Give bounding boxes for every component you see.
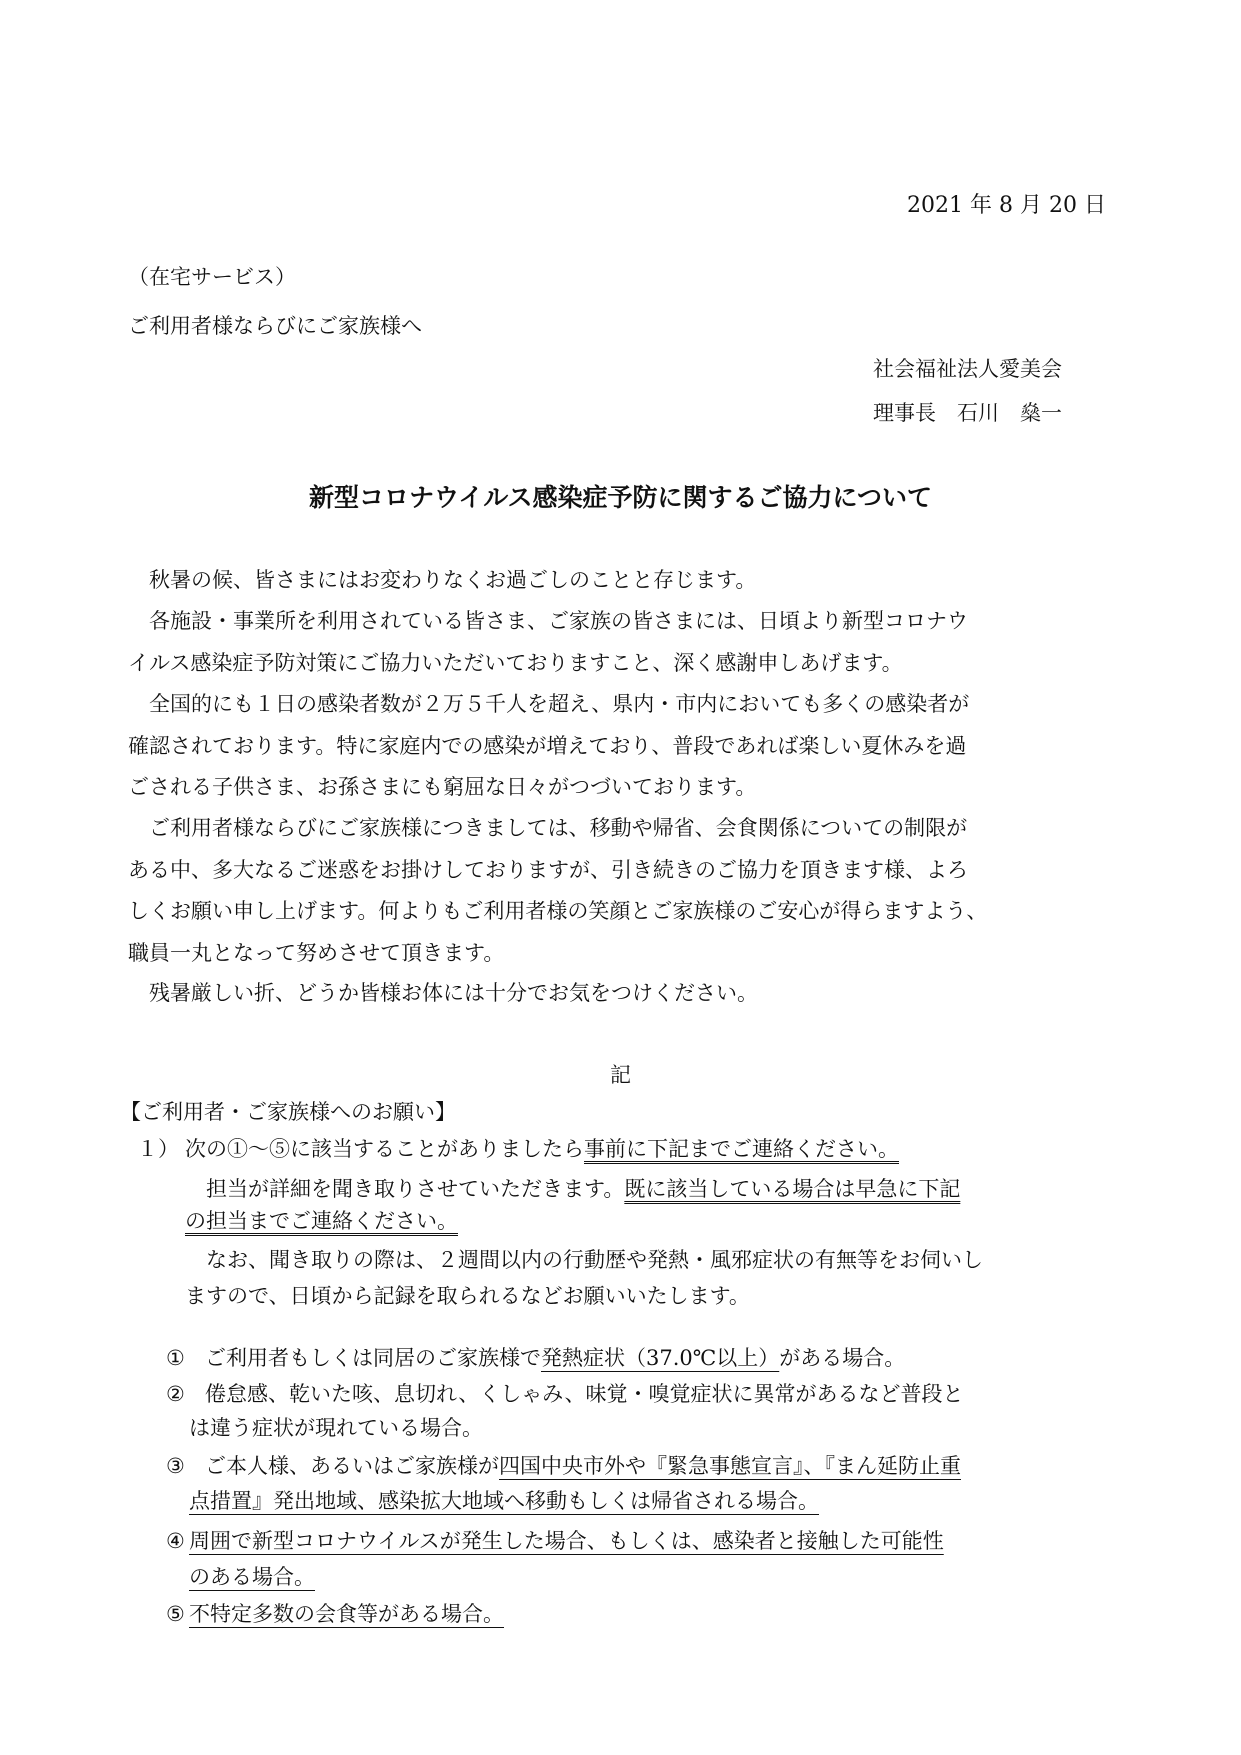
request-1-text-a: 次の①～⑤に該当することがありましたら [185,1137,584,1161]
item-4-emphasis: 周囲で新型コロナウイルスが発生した場合、もしくは、感染者と接触した可能性 [189,1529,944,1553]
item-marker: ④ [166,1529,185,1553]
item-5 [189,1601,504,1627]
paragraph-line: イルス感染症予防対策にご協力いただいておりますこと、深く感謝申しあげます。 [128,650,903,675]
paragraph-line: 各施設・事業所を利用されている皆さま、ご家族の皆さまには、日頃より新型コロナウ [149,609,968,633]
item-4-line-1 [189,1528,944,1554]
note-1-line-2 [185,1208,458,1234]
item-3-emphasis: 四国中央市外や『緊急事態宣言』、『まん延防止重 [499,1454,961,1478]
note-2-line-2: ますので、日頃から記録を取られるなどお願いいたします。 [185,1284,750,1308]
paragraph-line: 残暑厳しい折、どうか皆様お体には十分でお気をつけください。 [149,981,758,1005]
paragraph-line: 秋暑の候、皆さまにはお変わりなくお過ごしのことと存じます。 [149,568,757,592]
paragraph-line: 全国的にも１日の感染者数が２万５千人を超え、県内・市内においても多くの感染者が [149,692,970,716]
item-marker: ⑤ [166,1602,185,1626]
item-3-line-2 [189,1488,819,1514]
item-3-emphasis-cont: 点措置』発出地域、感染拡大地域へ移動もしくは帰省される場合。 [189,1489,819,1513]
paragraph-line: しくお願い申し上げます。何よりもご利用者様の笑顔とご家族様のご安心が得らますよう、 [128,899,988,923]
paragraph-greeting [128,560,1118,602]
item-3-line-1 [205,1453,961,1479]
organization-name: 社会福祉法人愛美会 [873,357,1062,381]
item-marker: ① [166,1346,185,1370]
item-3-text: ご本人様、あるいはご家族様が [205,1454,499,1478]
item-1-text-end: がある場合。 [779,1346,906,1370]
item-1-emphasis: 発熱症状（37.0℃以上） [541,1346,780,1370]
item-1 [205,1345,905,1371]
item-2-line-1: 倦怠感、乾いた咳、息切れ、くしゃみ、味覚・嗅覚症状に異常があるなど普段と [205,1382,964,1406]
request-heading: 【ご利用者・ご家族様へのお願い】 [120,1100,456,1124]
item-5-emphasis: 不特定多数の会食等がある場合。 [189,1602,504,1626]
note-1-emphasis: 既に該当している場合は早急に下記 [624,1177,961,1201]
paragraph-line: 確認されております。特に家庭内での感染が増えており、普段であれば楽しい夏休みを過 [128,733,967,758]
item-1-text: ご利用者もしくは同居のご家族様で [205,1346,541,1370]
request-number: １） [137,1137,179,1161]
paragraph-line: ある中、多大なるご迷惑をお掛けしておりますが、引き続きのご協力を頂きます様、よろ [128,857,968,882]
paragraph-situation [128,684,1118,809]
request-1-text [185,1136,899,1162]
item-marker: ② [166,1382,185,1406]
document-date: 2021 年 8 月 20 日 [907,193,1106,218]
addressee: ご利用者様ならびにご家族様へ [128,314,422,338]
paragraph-line: 職員一丸となって努めさせて頂きます。 [128,940,505,965]
note-1-text: 担当が詳細を聞き取りさせていただきます。 [206,1177,625,1201]
note-1-line-1 [206,1176,960,1202]
notes-heading-ki: 記 [610,1063,631,1087]
service-section-label: （在宅サービス） [128,265,296,289]
item-marker: ③ [166,1454,185,1478]
signatory: 理事長 石川 燊一 [873,401,1062,425]
document-title: 新型コロナウイルス感染症予防に関するご協力について [308,483,932,512]
paragraph-line: ごされる子供さま、お孫さまにも窮屈な日々がつづいております。 [128,775,757,799]
item-2-line-2: は違う症状が現れている場合。 [189,1416,483,1440]
request-1-emphasis: 事前に下記までご連絡ください。 [584,1137,899,1161]
note-1-emphasis-cont: の担当までご連絡ください。 [185,1209,458,1233]
paragraph-thanks [128,601,1118,684]
note-2-line-1: なお、聞き取りの際は、２週間以内の行動歴や発熱・風邪症状の有無等をお伺いし [206,1248,983,1272]
paragraph-closing [128,973,1118,1015]
paragraph-request [128,808,1118,974]
item-4-emphasis-cont: のある場合。 [189,1565,315,1589]
item-4-line-2 [189,1564,315,1590]
paragraph-line: ご利用者様ならびにご家族様につきましては、移動や帰省、会食関係についての制限が [149,816,968,840]
